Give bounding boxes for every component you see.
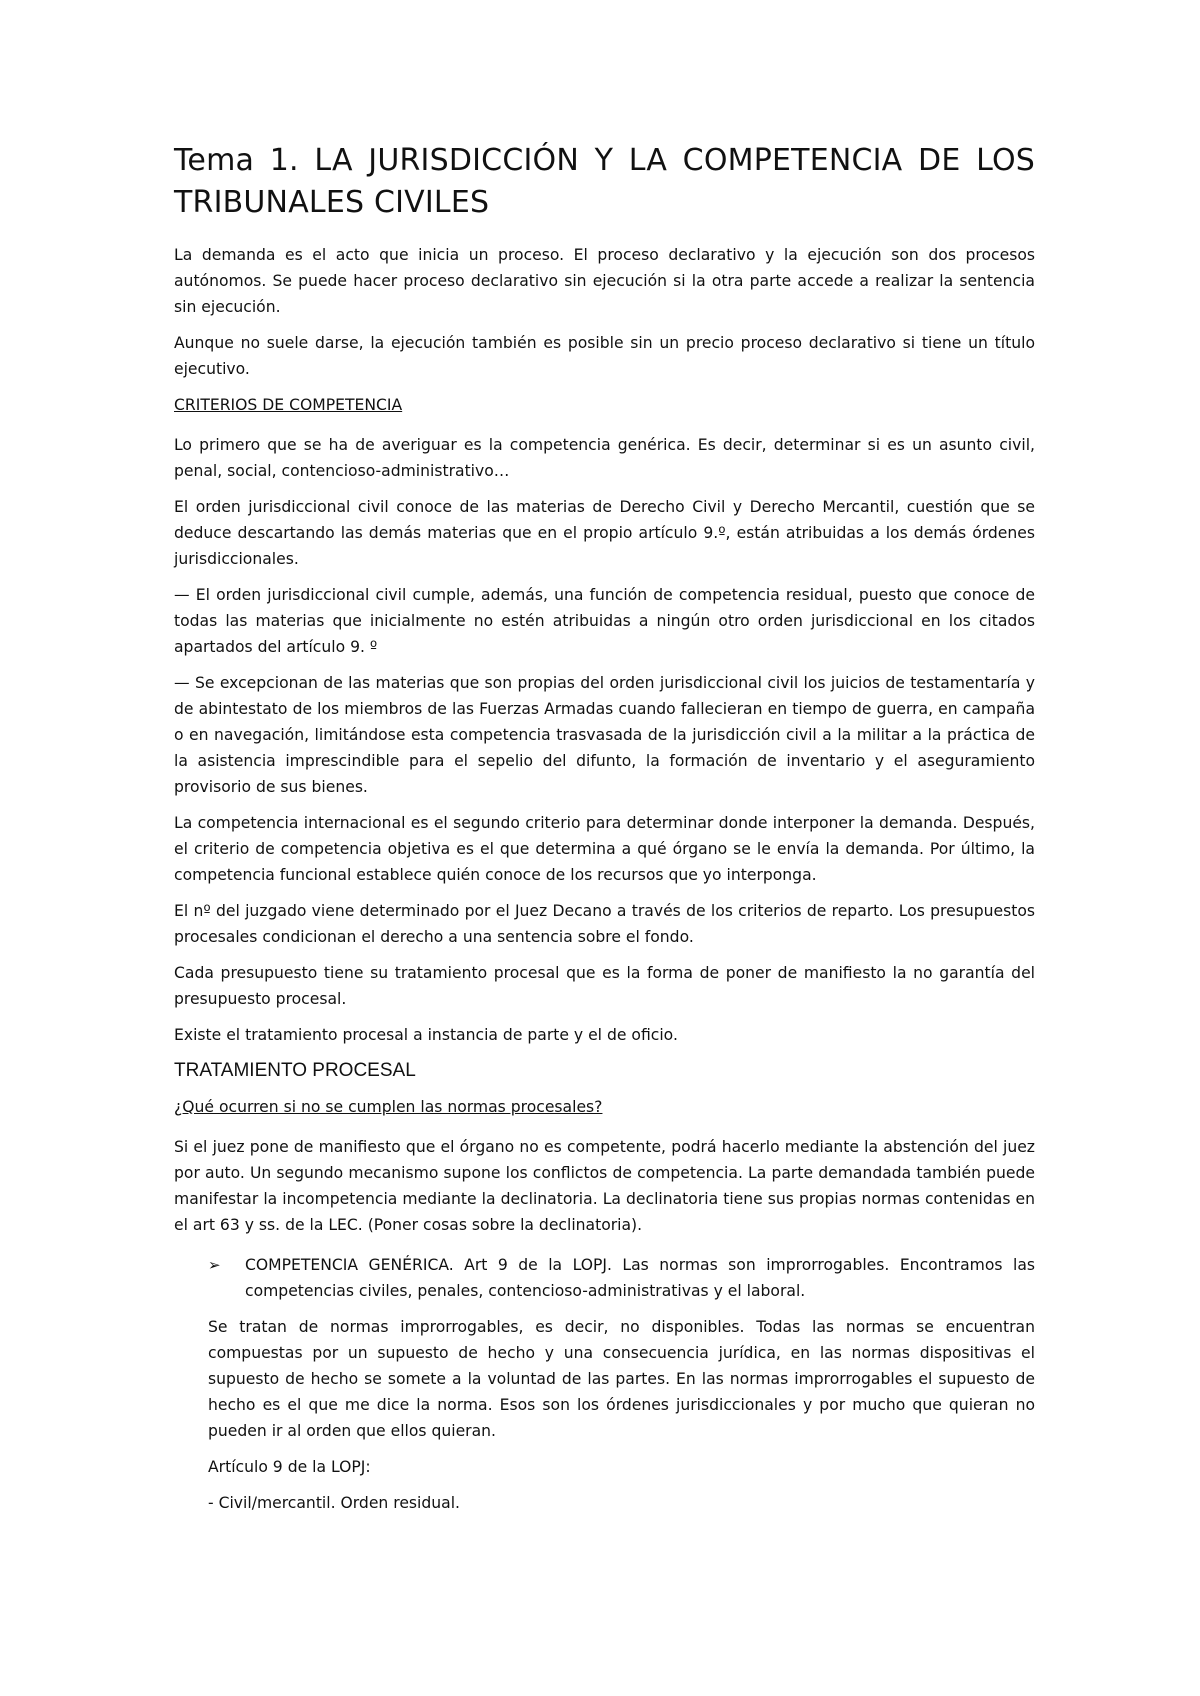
paragraph-ejecucion: Aunque no suele darse, la ejecución también es posible sin un precio proceso declarativo si tiene un título ejecutivo. (174, 334, 1035, 378)
heading-que-ocurren: ¿Qué ocurren si no se cumplen las normas procesales? (174, 1098, 603, 1116)
paragraph-orden-civil: El orden jurisdiccional civil conoce de las materias de Derecho Civil y Derecho Mercantil, cuestión que se deduce descartando las demás materias que en el propio artículo 9.º, están atribuidas a los demás órdenes jurisdiccionales. (174, 498, 1035, 568)
list-item-competencia-generica (174, 1252, 1035, 1304)
paragraph-juez-decano: El nº del juzgado viene determinado por el Juez Decano a través de los criterios de reparto. Los presupuestos procesales condicionan el derecho a una sentencia sobre el fondo. (174, 902, 1035, 946)
paragraph-competencia-generica: Lo primero que se ha de averiguar es la competencia genérica. Es decir, determinar si es un asunto civil, penal, social, contencioso-administrativo… (174, 436, 1035, 480)
heading-tratamiento-procesal: TRATAMIENTO PROCESAL (174, 1060, 416, 1081)
heading-criterios-competencia: CRITERIOS DE COMPETENCIA (174, 396, 403, 414)
bullet-text: COMPETENCIA GENÉRICA. Art 9 de la LOPJ. Las normas son improrrogables. Encontramos las competencias civiles, penales, contencioso-administrativas y el laboral. (245, 1256, 1035, 1300)
paragraph-competencia-residual: — El orden jurisdiccional civil cumple, además, una función de competencia residual, puesto que conoce de todas las materias que inicialmente no estén atribuidas a ningún otro orden jurisdiccional en los citados apartados del artículo 9. º (174, 586, 1035, 656)
paragraph-excepciones: — Se excepcionan de las materias que son propias del orden jurisdiccional civil los juicios de testamentaría y de abintestato de los miembros de las Fuerzas Armadas cuando fallecieran en tiempo de guerra, en campaña o en navegación, limitándose esta competencia trasvasada de la jurisdicción civil a la militar a la práctica de la asistencia imprescindible para el sepelio del difunto, la formación de inventario y el aseguramiento provisorio de sus bienes. (174, 674, 1035, 796)
paragraph-tratamiento: Existe el tratamiento procesal a instancia de parte y el de oficio. (174, 1026, 678, 1044)
document-page (174, 140, 1035, 1526)
arrow-bullet-icon: ➢ (208, 1256, 221, 1274)
paragraph-abstencion: Si el juez pone de manifiesto que el órgano no es competente, podrá hacerlo mediante la abstención del juez por auto. Un segundo mecanismo supone los conflictos de competencia. La parte demandada también puede manifestar la incompetencia mediante la declinatoria. La declinatoria tiene sus propias normas contenidas en el art 63 y ss. de la LEC. (Poner cosas sobre la declinatoria). (174, 1138, 1035, 1234)
paragraph-articulo-9: Artículo 9 de la LOPJ: (208, 1458, 371, 1476)
paragraph-demanda: La demanda es el acto que inicia un proceso. El proceso declarativo y la ejecución son dos procesos autónomos. Se puede hacer proceso declarativo sin ejecución si la otra parte accede a realizar la sentencia sin ejecución. (174, 246, 1035, 316)
paragraph-competencia-internacional: La competencia internacional es el segundo criterio para determinar donde interponer la demanda. Después, el criterio de competencia objetiva es el que determina a qué órgano se le envía la demanda. Por último, la competencia funcional establece quién conoce de los recursos que yo interponga. (174, 814, 1035, 884)
paragraph-presupuesto: Cada presupuesto tiene su tratamiento procesal que es la forma de poner de manifiesto la no garantía del presupuesto procesal. (174, 964, 1035, 1008)
document-title: Tema 1. LA JURISDICCIÓN Y LA COMPETENCIA DE LOS TRIBUNALES CIVILES (174, 143, 1035, 220)
paragraph-civil-mercantil: - Civil/mercantil. Orden residual. (208, 1494, 460, 1512)
paragraph-normas-improrrogables: Se tratan de normas improrrogables, es decir, no disponibles. Todas las normas se encuentran compuestas por un supuesto de hecho y una consecuencia jurídica, en las normas dispositivas el supuesto de hecho se somete a la voluntad de las partes. En las normas improrrogables el supuesto de hecho es el que me dice la norma. Esos son los órdenes jurisdiccionales y por mucho que quieran no pueden ir al orden que ellos quieran. (208, 1318, 1035, 1440)
